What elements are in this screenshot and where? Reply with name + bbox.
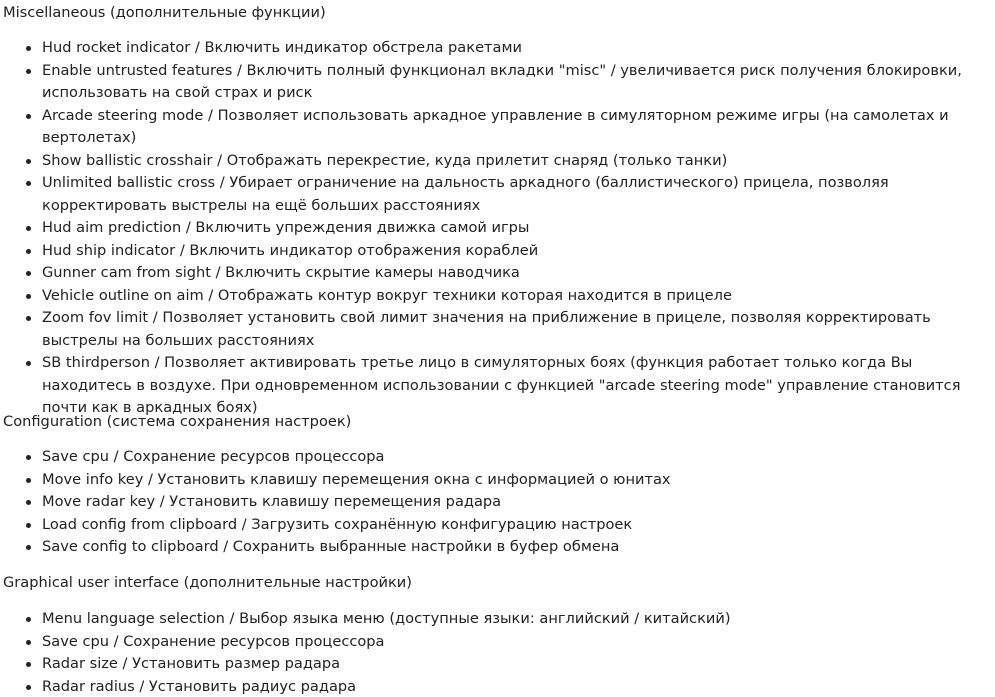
list-item: Load config from clipboard / Загрузить сохранённую конфигурацию настроек: [0, 514, 995, 537]
list-item: Zoom fov limit / Позволяет установить свой лимит значения на приближение в прицеле, позволяя корректировать выстрелы на больших расстояниях: [0, 307, 995, 352]
list-item: Hud ship indicator / Включить индикатор отображения кораблей: [0, 240, 995, 263]
list-item: Save config to clipboard / Сохранить выбранные настройки в буфер обмена: [0, 536, 995, 559]
list-item: Vehicle outline on aim / Отображать контур вокруг техники которая находится в прицеле: [0, 285, 995, 308]
list-item: Save cpu / Сохранение ресурсов процессора: [0, 446, 995, 469]
list-item: Arcade steering mode / Позволяет использовать аркадное управление в симуляторном режиме игры (на самолетах и вертолетах): [0, 105, 995, 150]
list-item: Radar size / Установить размер радара: [0, 653, 995, 676]
list-item: Gunner cam from sight / Включить скрытие камеры наводчика: [0, 262, 995, 285]
list-item: SB thirdperson / Позволяет активировать третье лицо в симуляторных боях (функция работает только когда Вы находитесь в воздухе. При одновременном использовании с функцией "arcade steering mode" управление становится почти как в аркадных боях): [0, 352, 995, 420]
feature-list-miscellaneous: [0, 37, 995, 420]
section-title-miscellaneous: Miscellaneous (дополнительные функции): [3, 4, 326, 21]
list-item: Radar radius / Установить радиус радара: [0, 676, 995, 697]
section-title-configuration: Configuration (система сохранения настроек): [3, 413, 352, 430]
feature-list-configuration: [0, 446, 995, 559]
list-item: Hud aim prediction / Включить упреждения движка самой игры: [0, 217, 995, 240]
list-item: Show ballistic crosshair / Отображать перекрестие, куда прилетит снаряд (только танки): [0, 150, 995, 173]
list-item: Move info key / Установить клавишу перемещения окна с информацией о юнитах: [0, 469, 995, 492]
list-item: Unlimited ballistic cross / Убирает ограничение на дальность аркадного (баллистического) прицела, позволяя корректировать выстрелы на ещё больших расстояниях: [0, 172, 995, 217]
list-item: Hud rocket indicator / Включить индикатор обстрела ракетами: [0, 37, 995, 60]
list-item: Save cpu / Сохранение ресурсов процессора: [0, 631, 995, 654]
list-item: Enable untrusted features / Включить полный функционал вкладки "misc" / увеличивается риск получения блокировки, использовать на свой страх и риск: [0, 60, 995, 105]
section-title-graphical-user-interface: Graphical user interface (дополнительные настройки): [3, 574, 412, 591]
feature-list-graphical-user-interface: [0, 608, 995, 697]
list-item: Move radar key / Установить клавишу перемещения радара: [0, 491, 995, 514]
list-item: Menu language selection / Выбор языка меню (доступные языки: английский / китайский): [0, 608, 995, 631]
